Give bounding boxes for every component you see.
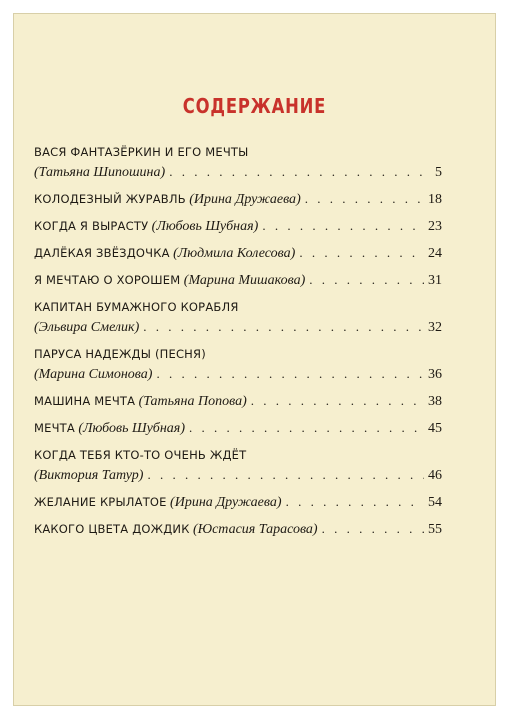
toc-entry xyxy=(34,216,442,236)
toc-entry-page: 31 xyxy=(428,273,442,288)
toc-entry-title: КАКОГО ЦВЕТА ДОЖДИК xyxy=(34,522,190,536)
toc-entry xyxy=(34,344,442,384)
toc-entry-author: (Людмила Колесова) xyxy=(173,246,296,261)
toc-entry-author: (Ирина Дружаева) xyxy=(170,495,282,510)
toc-entry xyxy=(34,418,442,438)
toc-entry xyxy=(34,243,442,263)
toc-entry-page: 32 xyxy=(428,320,442,335)
toc-entry-author: (Марина Симонова) xyxy=(34,367,153,382)
toc-entry-title: МАШИНА МЕЧТА xyxy=(34,394,136,408)
toc-entry-author: (Любовь Шубная) xyxy=(151,219,259,234)
toc-entry-page: 54 xyxy=(428,495,442,510)
toc-entry-page: 18 xyxy=(428,192,442,207)
toc-leader-dots xyxy=(322,519,424,539)
toc-entry xyxy=(34,270,442,290)
toc-entry-page: 5 xyxy=(435,165,442,180)
toc-entry-page: 55 xyxy=(428,522,442,537)
toc-leader-dots xyxy=(262,216,424,236)
toc-leader-dots xyxy=(251,391,424,411)
toc-entry-author: (Ирина Дружаева) xyxy=(189,192,301,207)
toc-entry-author: (Татьяна Попова) xyxy=(138,394,247,409)
book-page xyxy=(13,13,496,706)
toc-entry-title: КОГДА Я ВЫРАСТУ xyxy=(34,219,149,233)
toc-leader-dots xyxy=(156,364,424,384)
toc-entry-title: КОГДА ТЕБЯ КТО-ТО ОЧЕНЬ ЖДЁТ xyxy=(34,448,247,462)
toc-entry-page: 23 xyxy=(428,219,442,234)
toc-leader-dots xyxy=(143,317,424,337)
toc-entry-title: ПАРУСА НАДЕЖДЫ (ПЕСНЯ) xyxy=(34,347,206,361)
toc-entry-page: 24 xyxy=(428,246,442,261)
toc-leader-dots xyxy=(189,418,424,438)
table-of-contents xyxy=(34,142,442,546)
toc-entry-author: (Виктория Татур) xyxy=(34,468,144,483)
toc-entry xyxy=(34,142,442,182)
page-title: СОДЕРЖАНИЕ xyxy=(182,94,327,118)
toc-entry xyxy=(34,519,442,539)
toc-entry-page: 46 xyxy=(428,468,442,483)
toc-leader-dots xyxy=(286,492,424,512)
toc-leader-dots xyxy=(309,270,424,290)
toc-entry-author: (Любовь Шубная) xyxy=(78,421,185,436)
toc-entry xyxy=(34,445,442,485)
toc-leader-dots xyxy=(147,465,424,485)
toc-entry-title: МЕЧТА xyxy=(34,421,75,435)
toc-entry-title: ЖЕЛАНИЕ КРЫЛАТОЕ xyxy=(34,495,167,509)
toc-entry xyxy=(34,391,442,411)
toc-entry-title: КОЛОДЕЗНЫЙ ЖУРАВЛЬ xyxy=(34,192,186,206)
toc-entry-title: ВАСЯ ФАНТАЗЁРКИН И ЕГО МЕЧТЫ xyxy=(34,145,249,159)
toc-entry-page: 36 xyxy=(428,367,442,382)
toc-entry xyxy=(34,189,442,209)
toc-entry-title: Я МЕЧТАЮ О ХОРОШЕМ xyxy=(34,273,181,287)
toc-entry-author: (Марина Мишакова) xyxy=(183,273,306,288)
toc-entry-page: 45 xyxy=(428,421,442,436)
toc-entry xyxy=(34,297,442,337)
toc-leader-dots xyxy=(169,162,431,182)
toc-entry xyxy=(34,492,442,512)
toc-entry-author: (Эльвира Смелик) xyxy=(34,320,140,335)
toc-entry-author: (Юстасия Тарасова) xyxy=(192,522,318,537)
toc-entry-author: (Татьяна Шипошина) xyxy=(34,165,166,180)
toc-leader-dots xyxy=(299,243,424,263)
toc-leader-dots xyxy=(305,189,424,209)
toc-entry-title: ДАЛЁКАЯ ЗВЁЗДОЧКА xyxy=(34,246,170,260)
toc-entry-title: КАПИТАН БУМАЖНОГО КОРАБЛЯ xyxy=(34,300,239,314)
toc-entry-page: 38 xyxy=(428,394,442,409)
